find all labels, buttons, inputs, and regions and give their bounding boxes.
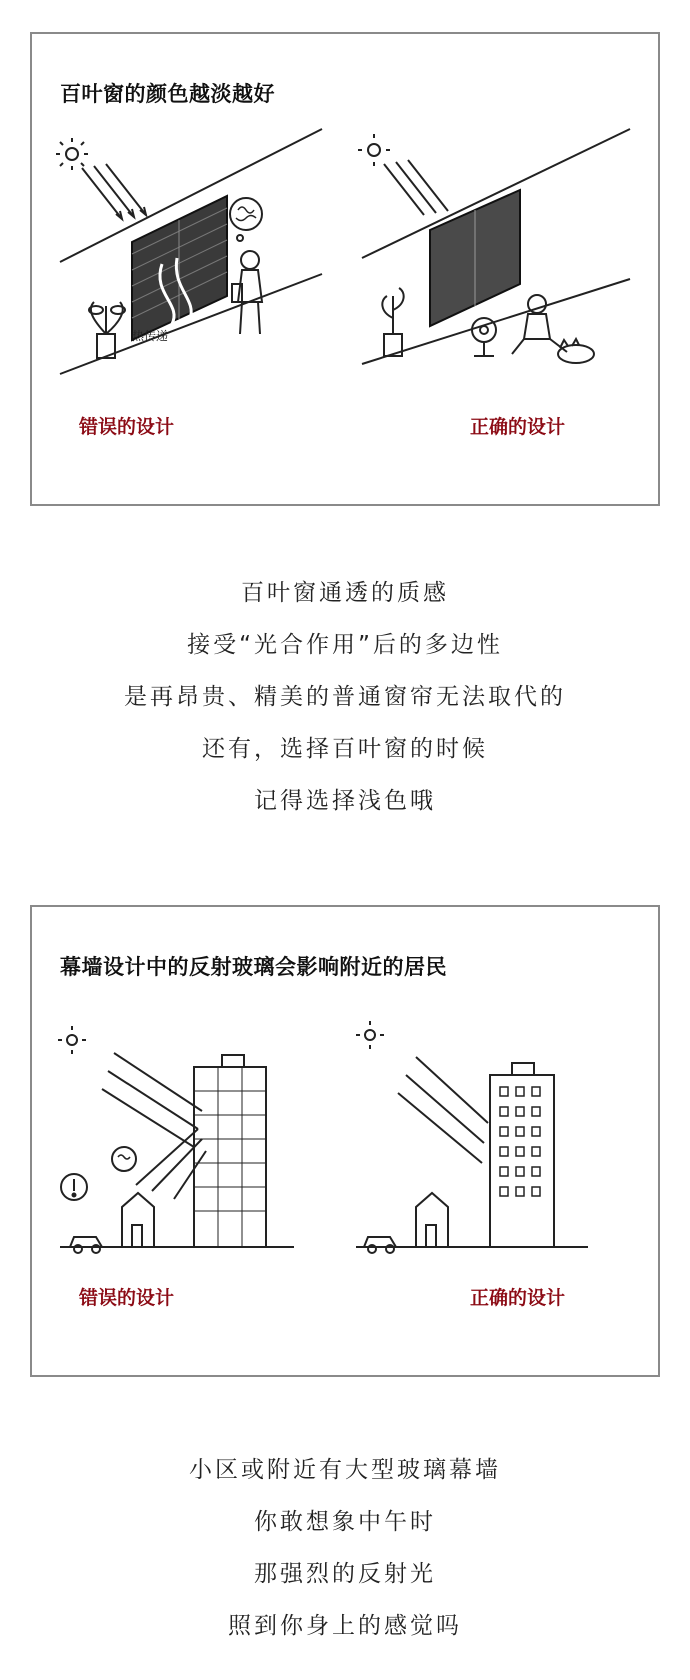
sun-icon [58, 1026, 86, 1054]
caption-line: 照到你身上的感觉吗 [228, 1613, 462, 1639]
house-icon [122, 1193, 154, 1247]
house-icon [416, 1193, 448, 1247]
illustration-card-glass-curtain-wall [30, 905, 660, 1377]
sun-icon [358, 134, 390, 166]
thought-bubble-icon [112, 1147, 136, 1171]
warning-bubble-icon [61, 1174, 87, 1200]
sun-rays [102, 1053, 202, 1147]
caption-paragraph-2 [0, 1444, 690, 1652]
card-title: 幕墙设计中的反射玻璃会影响附近的居民 [60, 955, 447, 979]
sun-rays [384, 160, 448, 215]
wrong-design-label: 错误的设计 [79, 416, 175, 438]
heat-transfer-label: 热传递 [132, 329, 169, 343]
caption-line: 是再昂贵、精美的普通窗帘无法取代的 [124, 684, 566, 710]
illustration-card-blinds [30, 32, 660, 506]
caption-line: 百叶窗通透的质感 [241, 580, 449, 606]
plant-icon [382, 288, 403, 356]
blinds [430, 190, 520, 326]
right-design-label: 正确的设计 [470, 416, 566, 438]
relaxed-person-icon [512, 295, 567, 354]
caption-line: 小区或附近有大型玻璃幕墙 [189, 1457, 501, 1483]
caption-line: 那强烈的反射光 [254, 1561, 436, 1587]
caption-paragraph-1 [0, 567, 690, 827]
tower-with-windows [490, 1063, 554, 1247]
sun-rays [398, 1057, 488, 1163]
cat-icon [558, 339, 594, 363]
caption-line: 你敢想象中午时 [254, 1509, 436, 1535]
sun-icon [356, 1021, 384, 1049]
caption-line: 接受“光合作用”后的多边性 [187, 632, 503, 658]
fan-icon [472, 318, 496, 356]
wrong-design-label: 错误的设计 [79, 1287, 175, 1309]
right-design-label: 正确的设计 [470, 1287, 566, 1309]
caption-line: 还有，选择百叶窗的时候 [202, 736, 488, 762]
caption-line: 记得选择浅色哦 [254, 788, 436, 814]
car-icon [70, 1237, 102, 1253]
car-icon [364, 1237, 396, 1253]
card-title: 百叶窗的颜色越淡越好 [60, 82, 275, 106]
